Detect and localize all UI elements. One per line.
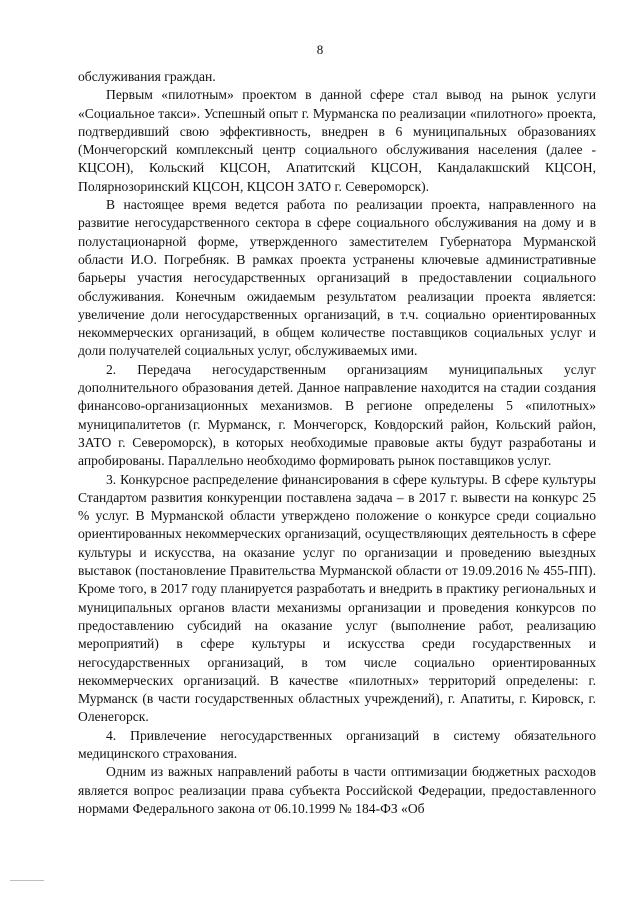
paragraph-item-4-insurance: 4. Привлечение негосударственных организаций в систему обязательного медицинского страхования. [78, 727, 596, 761]
document-body [78, 68, 596, 818]
paragraph-item-3-culture: 3. Конкурсное распределение финансирования в сфере культуры. В сфере культуры Стандартом развития конкуренции поставлена задача – в 2017 г. вывести на конкурс 25 % услуг. В Мурманской области утверждено положение о конкурсе среди социально ориентированных некоммерческих организаций, осуществляющих деятельность в сфере культуры и искусства, на оказание услуг по организации и проведению выездных выставок (постановление Правительства Мурманской области от 19.09.2016 № 455-ПП). Кроме того, в 2017 году планируется разработать и внедрить в практику региональных и муниципальных органов власти механизмы организации и проведения конкурсов по предоставлению субсидий на оказание услуг (выполнение работ, реализацию мероприятий) в сфере культуры и искусства среди государственных и негосударственных организаций, в том числе социально ориентированных некоммерческих организаций. В качестве «пилотных» территорий определены: г. Мурманск (в части государственных областных учреждений), г. Апатиты, г. Кировск, г. Оленегорск. [78, 471, 596, 725]
paragraph-social-services-project: В настоящее время ведется работа по реализации проекта, направленного на развитие негосударственного сектора в сфере социального обслуживания на дому и в полустационарной форме, утвержденного заместителем Губернатора Мурманской области И.О. Погребняк. В рамках проекта устранены ключевые административные барьеры участия негосударственных организаций в предоставлении социального обслуживания. Конечным ожидаемым результатом реализации проекта является: увеличение доли негосударственных организаций, в т.ч. социально ориентированных некоммерческих организаций, в общем количестве поставщиков социальных услуг и доли получателей социальных услуг, обслуживаемых ими. [78, 197, 596, 359]
paragraph-social-taxi: Первым «пилотным» проектом в данной сфере стал вывод на рынок услуги «Социальное такси». Успешный опыт г. Мурманска по реализации «пилотного» проекта, подтвердивший свою эффективность, внедрен в 6 муниципальных образованиях (Мончегорский комплексный центр социального обслуживания населения (далее - КЦСОН), Кольский КЦСОН, Апатитский КЦСОН, Кандалакшский КЦСОН, Полярнозоринский КЦСОН, КЦСОН ЗАТО г. Североморск). [78, 87, 596, 194]
paragraph-item-2-education: 2. Передача негосударственным организациям муниципальных услуг дополнительного образования детей. Данное направление находится на стадии создания финансово-организационных механизмов. В регионе определены 5 «пилотных» муниципалитетов (г. Мурманск, г. Мончегорск, Ковдорский район, Кольский район, ЗАТО г. Североморск), в которых необходимые правовые акты будут разработаны и апробированы. Параллельно необходимо формировать рынок поставщиков услуг. [78, 361, 596, 469]
paragraph-budget-optimization: Одним из важных направлений работы в части оптимизации бюджетных расходов является вопрос реализации права субъекта Российской Федерации, предоставленного нормами Федерального закона от 06.10.1999 № 184-ФЗ «Об [78, 764, 596, 816]
footer-divider [10, 880, 44, 881]
page-number: 8 [316, 42, 324, 57]
paragraph-continuation: обслуживания граждан. [78, 69, 216, 84]
